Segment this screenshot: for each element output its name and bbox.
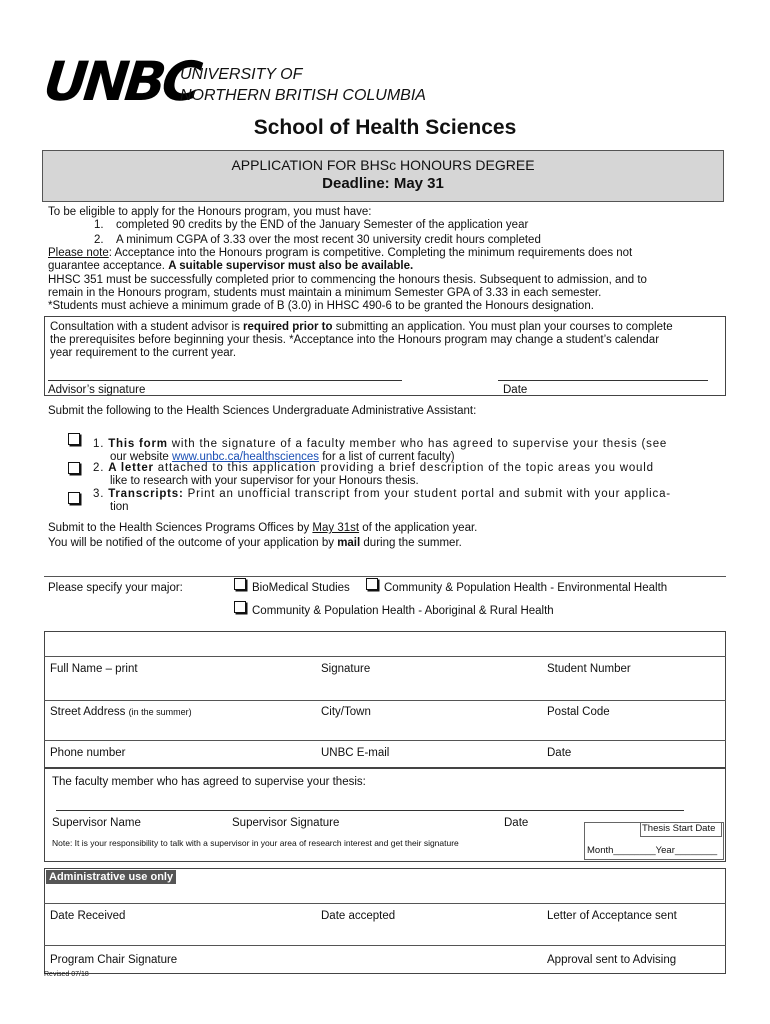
requirement-2-number: 2.	[94, 234, 104, 246]
street-address-field[interactable]	[48, 718, 314, 738]
notification-line	[48, 536, 462, 550]
student-number-label: Student Number	[547, 663, 631, 675]
eligibility-intro: To be eligible to apply for the Honours program, you must have:	[48, 206, 372, 218]
full-name-label: Full Name – print	[50, 663, 138, 675]
application-title: APPLICATION FOR BHSc HONOURS DEGREE	[231, 157, 535, 173]
date-accepted-label: Date accepted	[321, 910, 396, 922]
item-3-cont: tion	[110, 501, 129, 513]
item-1	[93, 437, 667, 451]
aboriginal-rural-label: Community & Population Health - Aboriginal & Rural Health	[252, 605, 554, 617]
item-1-cont-b: for a list of current faculty)	[319, 451, 455, 463]
school-title: School of Health Sciences	[253, 116, 517, 139]
letter-checkbox[interactable]	[68, 462, 80, 474]
postal-code-field[interactable]	[545, 718, 721, 738]
notification-a: You will be notified of the outcome of your application by	[48, 537, 338, 549]
item-1-cont-a: our website	[110, 451, 173, 463]
supervisor-name-label: Supervisor Name	[52, 817, 141, 829]
major-label: Please specify your major:	[48, 582, 183, 594]
university-name	[180, 64, 426, 106]
biomedical-checkbox[interactable]	[234, 578, 246, 590]
notification-b: during the summer.	[360, 537, 462, 549]
admin-use-label: Administrative use only	[46, 870, 176, 884]
hhsc-line-2: remain in the Honours program, students must maintain a minimum Semester GPA of 3.33 in each semester.	[48, 287, 602, 299]
city-field[interactable]	[318, 718, 542, 738]
requirement-1-number: 1.	[94, 219, 104, 231]
chair-signature-label: Program Chair Signature	[50, 954, 178, 966]
submit-deadline-a: Submit to the Health Sciences Programs Offices by	[48, 522, 313, 534]
grid-rule-3	[44, 740, 726, 741]
item-3-text: Print an unofficial transcript from your student portal and submit with your applica-	[183, 488, 671, 500]
transcripts-checkbox[interactable]	[68, 492, 80, 504]
supervisor-available: A suitable supervisor must also be available.	[168, 260, 414, 272]
submit-deadline-date: May 31st	[312, 522, 360, 534]
advisor-date-line[interactable]	[498, 380, 708, 381]
revised-date: Revised 07/18	[44, 971, 89, 978]
supervisor-signature-line[interactable]	[56, 810, 684, 811]
item-2-number: 2.	[93, 462, 105, 474]
month-year-field[interactable]: Month________Year________	[587, 845, 718, 856]
consult-line-3: year requirement to the current year.	[50, 347, 237, 359]
street-address-label	[50, 705, 192, 719]
hhsc-line-3: *Students must achieve a minimum grade of B (3.0) in HHSC 490-6 to be granted the Honours designation.	[48, 300, 594, 312]
advisor-date-label: Date	[503, 384, 528, 396]
admin-rule-2	[44, 945, 726, 946]
item-1-number: 1.	[93, 438, 105, 450]
biomedical-label: BioMedical Studies	[252, 582, 350, 594]
supervisor-date-label: Date	[504, 817, 529, 829]
unbc-logo: UNBC	[40, 50, 202, 113]
postal-code-label: Postal Code	[547, 706, 610, 718]
advisor-signature-line[interactable]	[48, 380, 402, 381]
date-label: Date	[547, 747, 572, 759]
phone-label: Phone number	[50, 747, 126, 759]
item-3-bold: Transcripts:	[108, 488, 184, 500]
full-name-field[interactable]	[48, 672, 314, 698]
please-note-text: : Acceptance into the Honours program is competitive. Completing the minimum requirements does not	[108, 247, 633, 259]
consult-line-1a: Consultation with a student advisor is	[50, 321, 244, 333]
city-label: City/Town	[321, 706, 371, 718]
advisor-signature-label: Advisor’s signature	[48, 384, 146, 396]
environmental-health-checkbox[interactable]	[366, 578, 378, 590]
letter-sent-label: Letter of Acceptance sent	[547, 910, 677, 922]
form-checkbox[interactable]	[68, 433, 80, 445]
health-sciences-link[interactable]: www.unbc.ca/healthsciences	[172, 451, 320, 463]
please-note-cont-text: guarantee acceptance.	[48, 260, 169, 272]
consult-line-1	[50, 320, 673, 334]
consult-line-1c: submitting an application. You must plan your courses to complete	[332, 321, 673, 333]
supervisor-note: Note: It is your responsibility to talk with a supervisor in your area of research interest and get their signature	[52, 838, 459, 848]
thesis-start-label: Thesis Start Date	[642, 823, 716, 834]
item-2-bold: A letter	[108, 462, 154, 474]
please-note-cont	[48, 259, 413, 273]
aboriginal-rural-checkbox[interactable]	[234, 601, 246, 613]
signature-label: Signature	[321, 663, 371, 675]
grid-rule-1	[44, 656, 726, 657]
item-2-text: attached to this application providing a brief description of the topic areas you would	[153, 462, 654, 474]
university-name-line2: NORTHERN BRITISH COLUMBIA	[180, 87, 426, 104]
submit-deadline-b: of the application year.	[359, 522, 478, 534]
environmental-health-label: Community & Population Health - Environmental Health	[384, 582, 668, 594]
item-3-number: 3.	[93, 488, 105, 500]
hhsc-line-1: HHSC 351 must be successfully completed prior to commencing the honours thesis. Subsequent to admission, and to	[48, 274, 647, 286]
email-label: UNBC E-mail	[321, 747, 390, 759]
student-number-field[interactable]	[545, 672, 721, 698]
deadline: Deadline: May 31	[322, 175, 444, 192]
grid-rule-2	[44, 700, 726, 701]
submit-deadline	[48, 521, 477, 535]
please-note-label: Please note	[48, 247, 109, 259]
street-address-text: Street Address	[50, 706, 126, 718]
requirement-2: A minimum CGPA of 3.33 over the most recent 30 university credit hours completed	[116, 234, 541, 246]
supervisor-signature-label: Supervisor Signature	[232, 817, 340, 829]
item-1-bold: This form	[108, 438, 168, 450]
approval-sent-label: Approval sent to Advising	[547, 954, 677, 966]
application-title-box	[42, 150, 724, 202]
supervisor-heading: The faculty member who has agreed to supervise your thesis:	[52, 776, 366, 788]
consult-required: required prior to	[243, 321, 333, 333]
please-note	[48, 246, 632, 260]
notification-mail: mail	[337, 537, 361, 549]
submit-intro: Submit the following to the Health Sciences Undergraduate Administrative Assistant:	[48, 405, 477, 417]
major-top-rule	[44, 576, 726, 577]
university-name-line1: UNIVERSITY OF	[180, 66, 303, 83]
item-3	[93, 487, 671, 501]
item-2-cont: like to research with your supervisor for your Honours thesis.	[110, 475, 419, 487]
consult-line-2: the prerequisites before beginning your thesis. *Acceptance into the Honours program may change a student’s calendar	[50, 334, 660, 346]
item-1-text: with the signature of a faculty member who has agreed to supervise your thesis (see	[167, 438, 668, 450]
date-received-label: Date Received	[50, 910, 126, 922]
in-summer-note: (in the summer)	[128, 707, 192, 717]
admin-rule-1	[44, 903, 726, 904]
item-2	[93, 461, 654, 475]
requirement-1: completed 90 credits by the END of the January Semester of the application year	[116, 219, 529, 231]
signature-field[interactable]	[318, 672, 542, 698]
